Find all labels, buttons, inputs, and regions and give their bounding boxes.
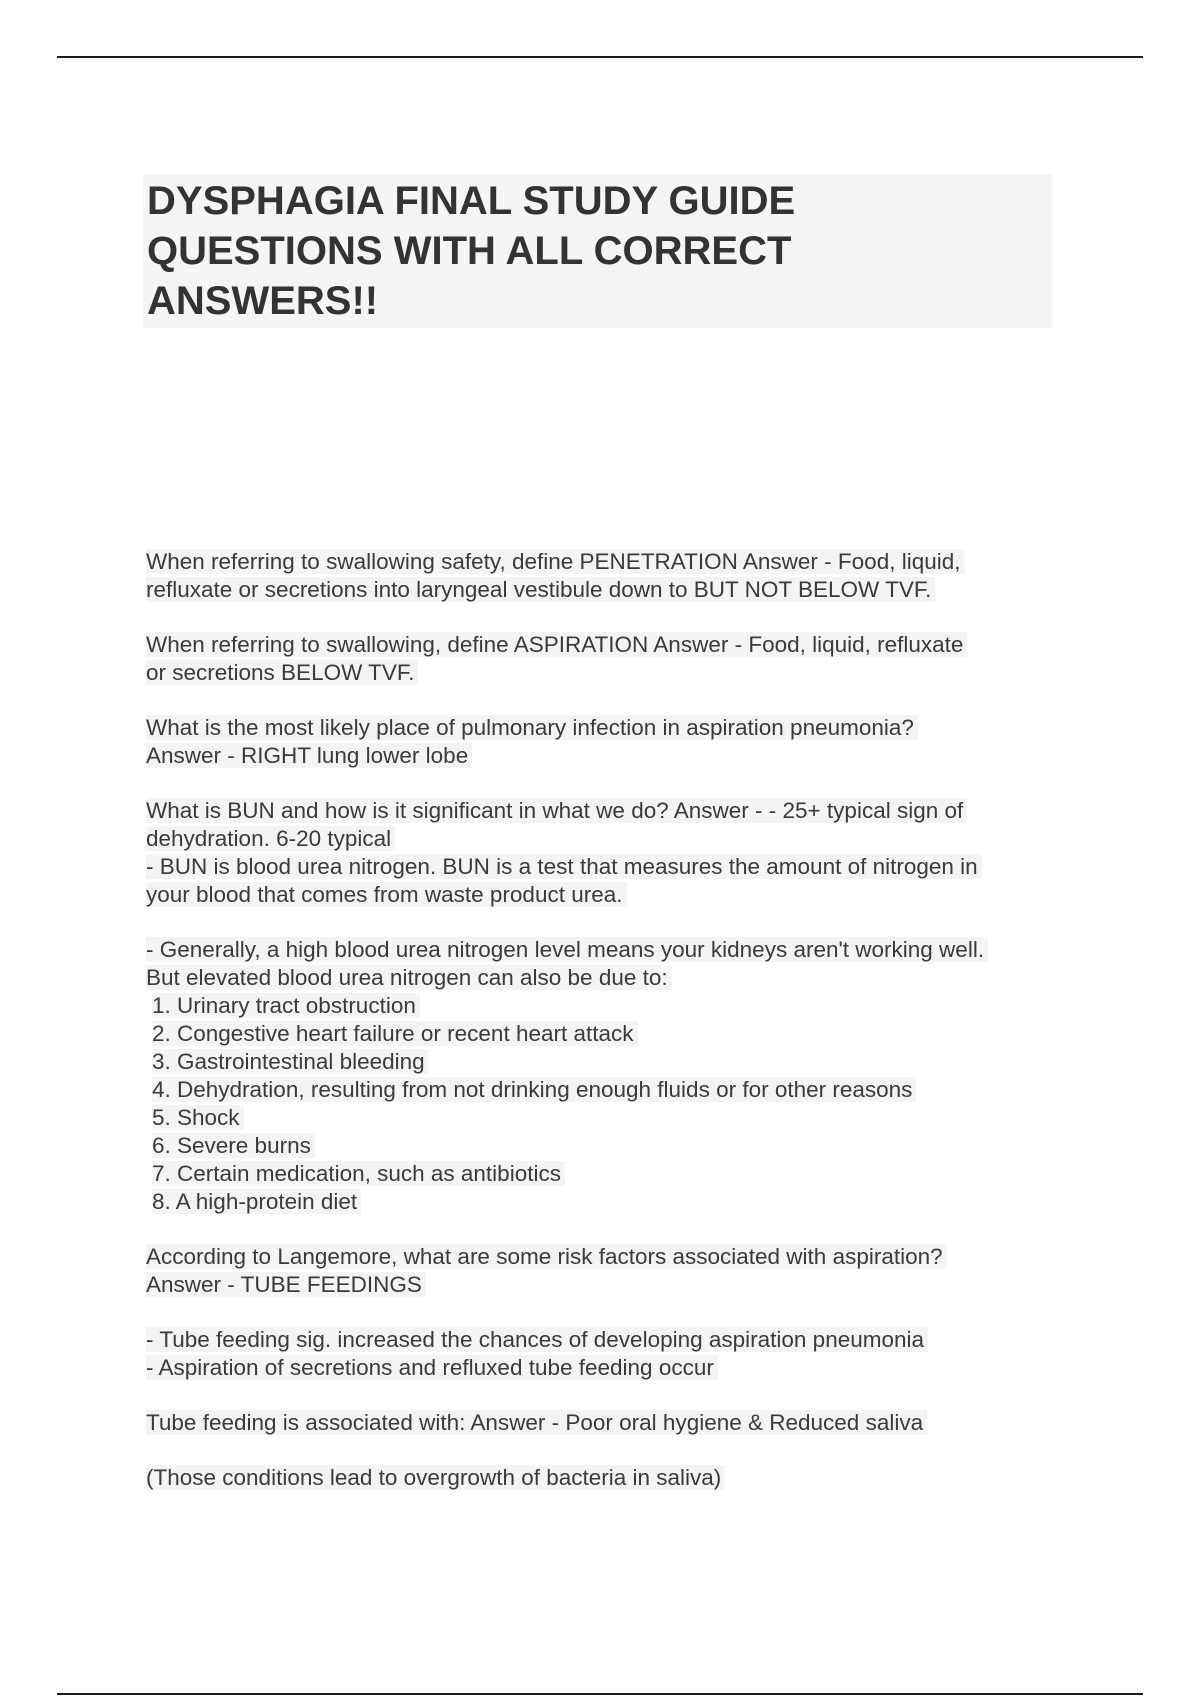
title-line-3: ANSWERS!! [147,279,379,323]
text-line: When referring to swallowing safety, define PENETRATION Answer - Food, liquid, [146,549,965,574]
text-line: What is the most likely place of pulmonary infection in aspiration pneumonia? [146,715,918,740]
text-line: your blood that comes from waste product urea. [146,882,627,907]
text-line: - BUN is blood urea nitrogen. BUN is a test that measures the amount of nitrogen in [146,854,982,879]
text-line: Answer - TUBE FEEDINGS [146,1272,426,1297]
qa-aspiration [146,631,1066,687]
list-item: 7. Certain medication, such as antibiotics [152,1161,565,1186]
bottom-rule [57,1693,1143,1695]
top-rule [57,56,1143,58]
text-line: Tube feeding is associated with: Answer - Poor oral hygiene & Reduced saliva [146,1410,927,1435]
text-line: or secretions BELOW TVF. [146,660,418,685]
list-item: 6. Severe burns [152,1133,315,1158]
bacteria-note [146,1464,1066,1492]
list-item: 4. Dehydration, resulting from not drinking enough fluids or for other reasons [152,1077,916,1102]
qa-tube-feeding-association [146,1409,1066,1437]
qa-penetration [146,548,1066,604]
text-line: (Those conditions lead to overgrowth of bacteria in saliva) [146,1465,725,1490]
qa-risk-factors [146,1243,1066,1299]
text-line: - Tube feeding sig. increased the chances of developing aspiration pneumonia [146,1327,928,1352]
qa-bun [146,797,1066,909]
text-line: - Generally, a high blood urea nitrogen level means your kidneys aren't working well. [146,937,988,962]
text-line: Answer - RIGHT lung lower lobe [146,743,472,768]
list-item: 3. Gastrointestinal bleeding [152,1049,429,1074]
qa-pulmonary-infection [146,714,1066,770]
list-item: 5. Shock [152,1105,244,1130]
list-item: 8. A high-protein diet [152,1189,361,1214]
title-line-2: QUESTIONS WITH ALL CORRECT [147,229,792,273]
text-line: dehydration. 6-20 typical [146,826,395,851]
text-line: But elevated blood urea nitrogen can also be due to: [146,965,672,990]
document-body [146,548,1066,1519]
text-line: What is BUN and how is it significant in what we do? Answer - - 25+ typical sign of [146,798,967,823]
list-item: 1. Urinary tract obstruction [152,993,420,1018]
document-title [143,174,1053,328]
list-item: 2. Congestive heart failure or recent heart attack [152,1021,638,1046]
text-line: When referring to swallowing, define ASPIRATION Answer - Food, liquid, refluxate [146,632,967,657]
bun-elevated-causes [146,936,1066,1216]
title-line-1: DYSPHAGIA FINAL STUDY GUIDE [147,179,796,223]
text-line: refluxate or secretions into laryngeal vestibule down to BUT NOT BELOW TVF. [146,577,935,602]
tube-feeding-notes [146,1326,1066,1382]
text-line: According to Langemore, what are some risk factors associated with aspiration? [146,1244,947,1269]
text-line: - Aspiration of secretions and refluxed tube feeding occur [146,1355,718,1380]
